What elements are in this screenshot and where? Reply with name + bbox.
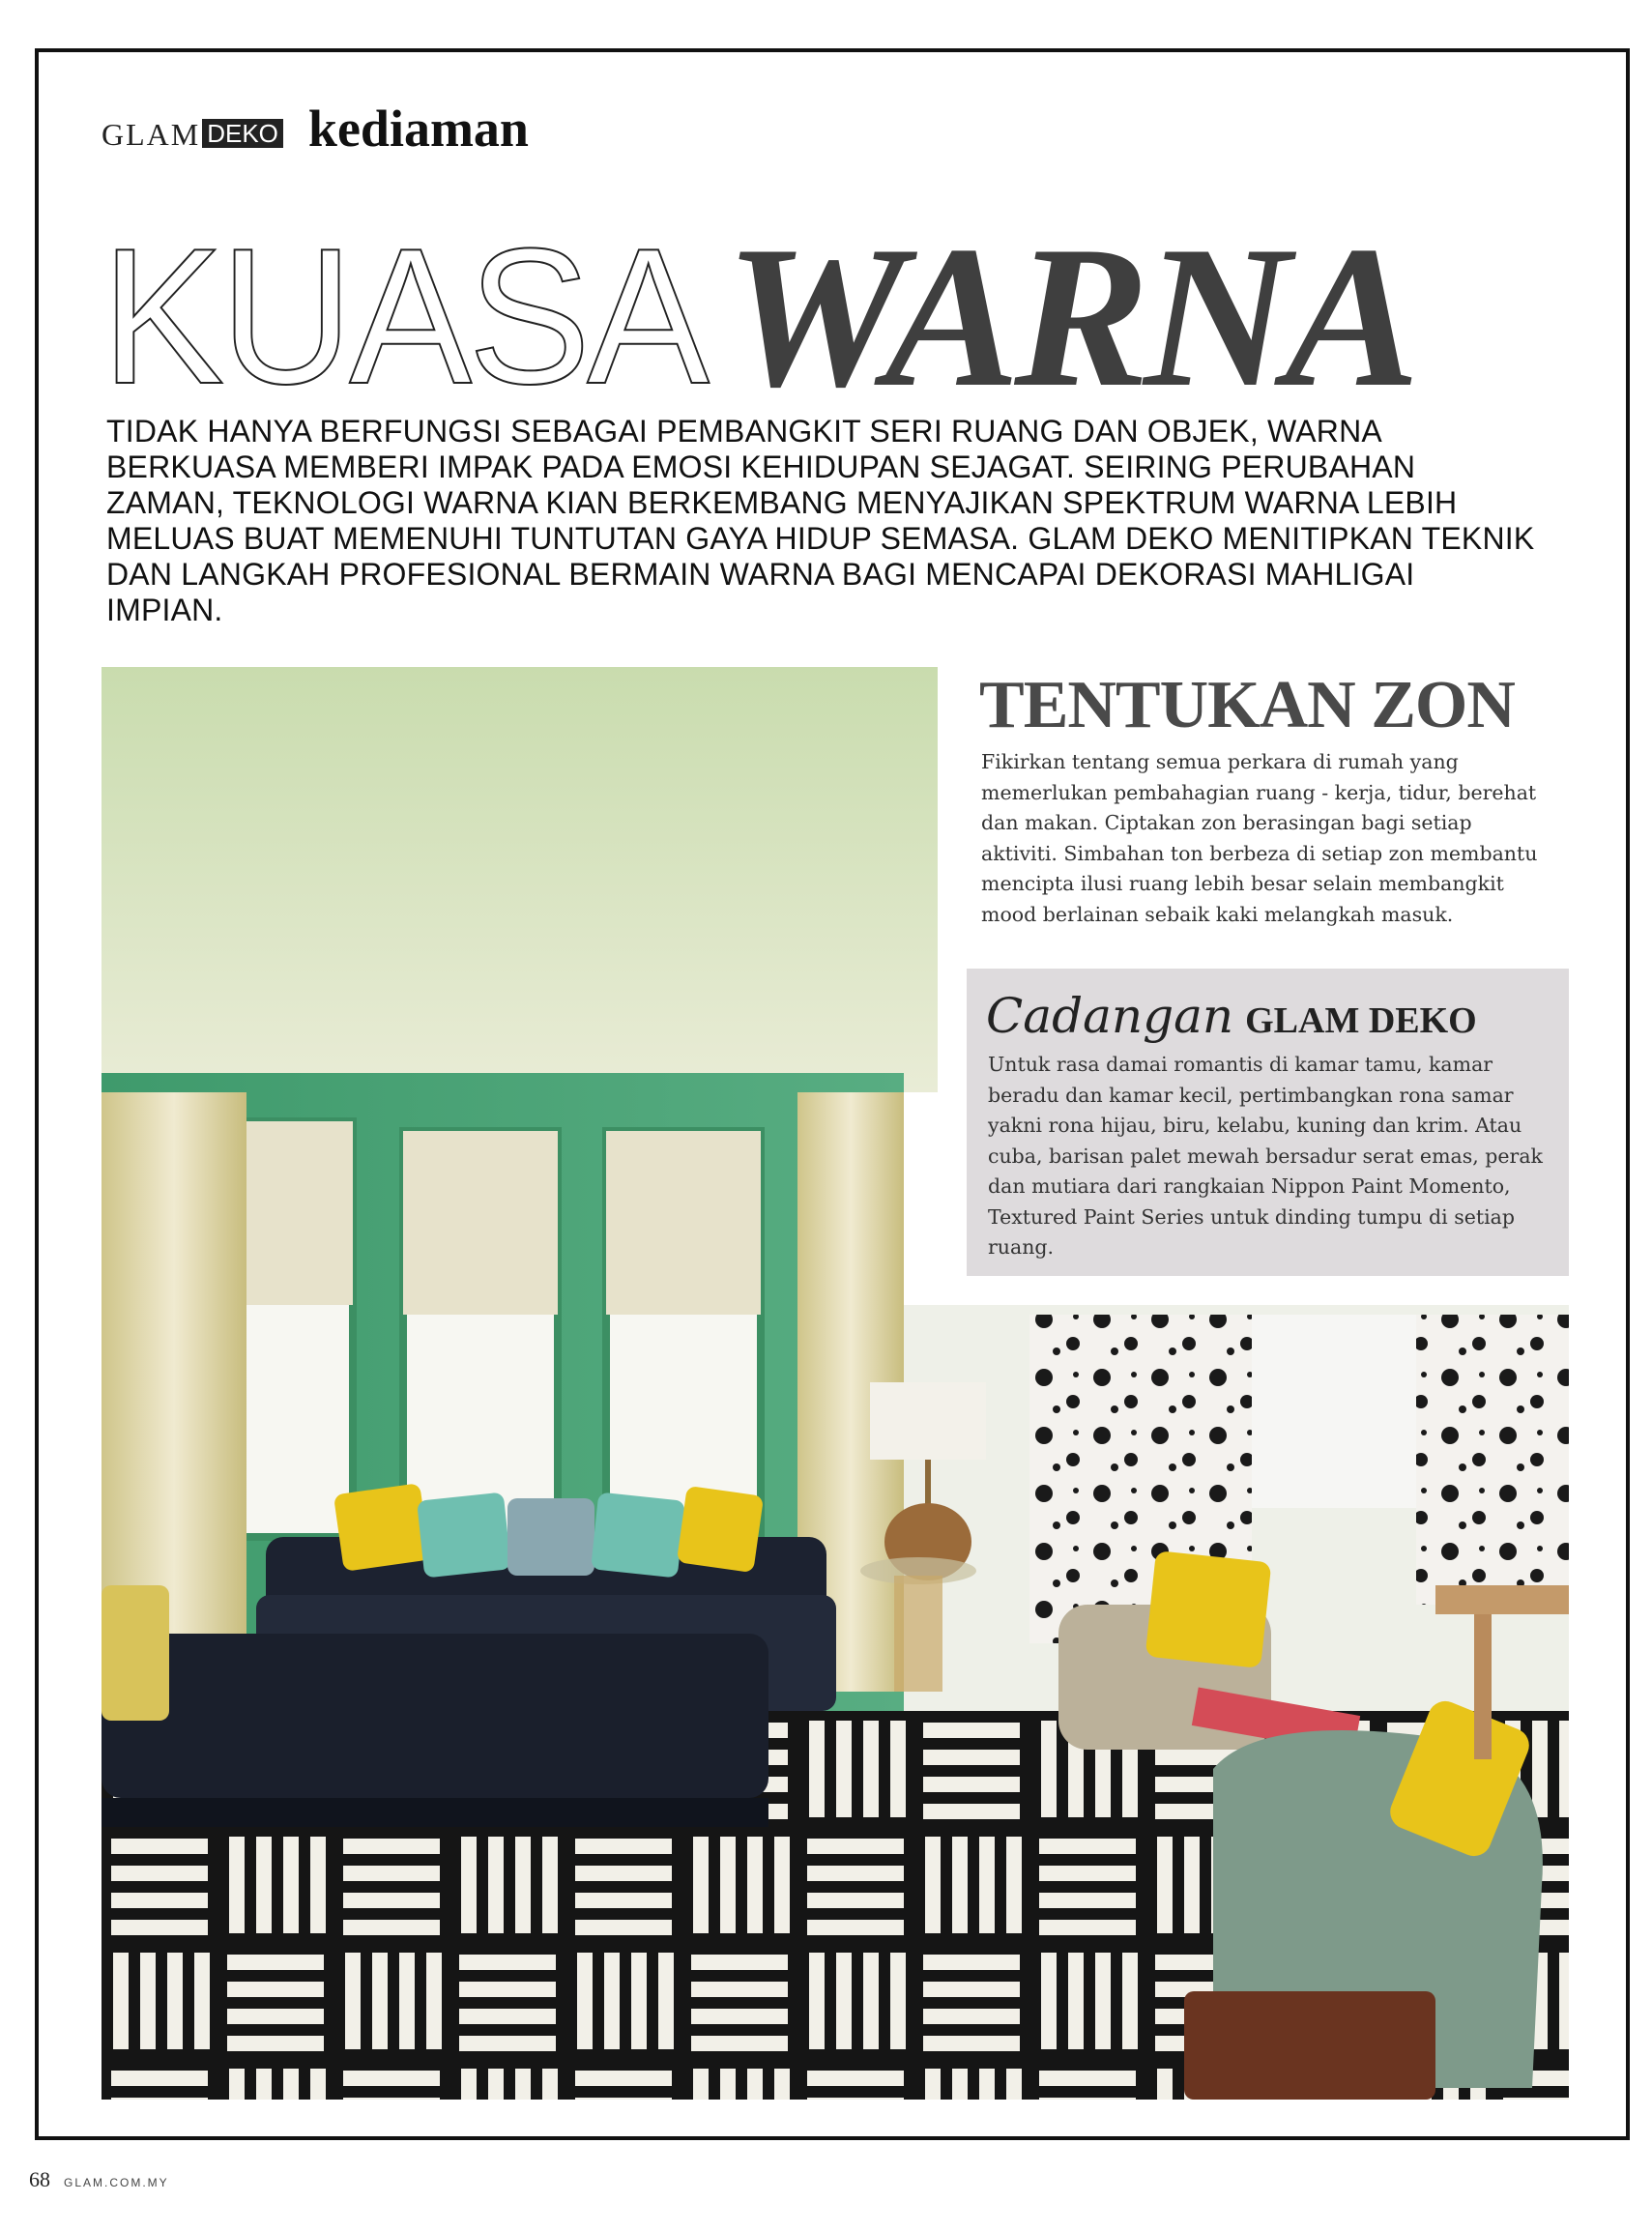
zone-body: Fikirkan tentang semua perkara di rumah yang memerlukan pembahagian ruang - kerja, tidur, berehat dan makan. Ciptakan zon berasingan bagi setiap aktiviti. Simbahan ton berbeza di setiap zon membantu mencipta ilusi ruang lebih besar selain membangkit mood berlainan sebaik kaki melangkah masuk. [981,750,1538,926]
headline-light: KUASA [101,209,707,424]
brand-deko: DEKO [202,119,283,148]
tip-heading [986,988,1477,1044]
zone-heading: TENTUKAN ZON [979,668,1515,742]
headline [101,205,1414,429]
lede-paragraph: TIDAK HANYA BERFUNGSI SEBAGAI PEMBANGKIT SERI RUANG DAN OBJEK, WARNA BERKUASA MEMBERI IMPAK PADA EMOSI KEHIDUPAN SEJAGAT. SEIRING PERUBAHAN ZAMAN, TEKNOLOGI WARNA KIAN BERKEMBANG MENYAJIKAN SPEKTRUM WARNA LEBIH MELUAS BUAT MEMENUHI TUNTUTAN GAYA HIDUP SEMASA. GLAM DEKO MENITIPKAN TEKNIK DAN LANGKAH PROFESIONAL BERMAIN WARNA BAGI MENCAPAI DEKORASI MAHLIGAI IMPIAN. [106,414,1535,627]
tip-brand: GLAM DEKO [1245,1000,1477,1041]
page-footer [29,2167,169,2192]
tip-body: Untuk rasa damai romantis di kamar tamu, kamar beradu dan kamar kecil, pertimbangkan rona samar yakni rona hijau, biru, kelabu, kuning dan krim. Atau cuba, barisan palet mewah bersadur serat emas, perak dan mutiara dari rangkaian Nippon Paint Momento, Textured Paint Series untuk dinding tumpu di setiap ruang. [988,1053,1543,1259]
footer-url[interactable]: GLAM.COM.MY [64,2176,169,2189]
section-name: kediaman [307,100,529,158]
section-header [101,100,529,158]
headline-bold: WARNA [725,205,1414,429]
brand-glam: GLAM [101,117,201,152]
page-number: 68 [29,2167,50,2191]
tip-script-title: Cadangan [986,988,1234,1044]
